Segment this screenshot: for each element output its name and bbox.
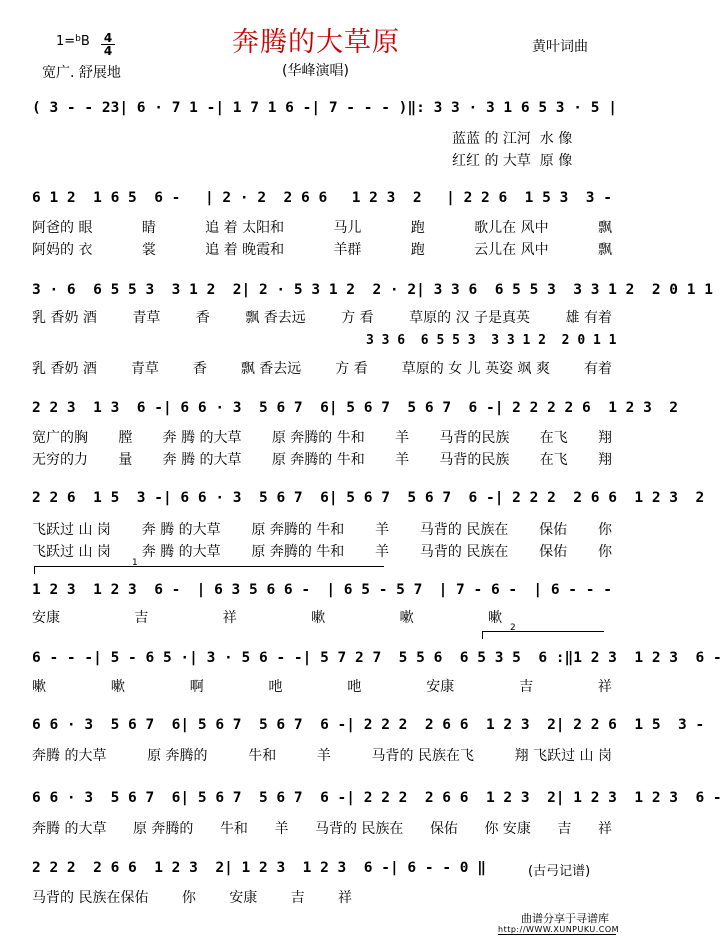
lyric-word: 吉 [557,821,572,837]
lyric-line [32,427,612,447]
lyric-word: 羊 [274,821,289,837]
lyric-word: 你 [181,890,196,906]
lyric-line [32,239,612,259]
measure: 2 2 3 1 3 6 - [32,400,163,416]
measure: | 2 2 2 2 6 6 1 2 3 2 [346,790,556,806]
lyric-word: 飞跃过 山 岗 [32,522,111,538]
lyric-word: 量 [118,452,133,468]
lyric-word: 保佑 [429,821,458,837]
lyric-word: 草原的 女 儿 英姿 飒 爽 [401,361,550,377]
lyric-word: 在飞 [539,452,568,468]
lyric-word: 原 奔腾的 牛和 [251,544,345,560]
lyric-word: 马背的 民族在 [419,522,509,538]
lyric-word: 阿妈的 衣 [32,242,93,258]
lyric-word: 奔腾 的大草 [32,821,107,837]
measure: | 5 7 2 7 5 5 6 6 5 3 5 6 :‖ [302,650,574,666]
lyric-word: 你 [597,522,612,538]
lyric-word: 吉 [519,679,534,695]
lyric-word: 翔 [598,430,612,446]
lyric-word: 翔 飞跃过 山 岗 [514,748,612,764]
lyric-word: 安康 [32,610,60,626]
measure: | 3 3 6 6 5 5 3 3 3 1 2 2 0 1 1 [416,282,713,298]
lyric-word: 祥 [597,821,612,837]
lyric-word: 香 [192,361,207,377]
lyric-word: 追 着 太阳和 [205,220,285,236]
lyric-word: 嗽 [32,679,46,695]
lyric-word: 奔 腾 的大草 [162,452,242,468]
measure: | 2 2 6 1 5 3 - [555,717,705,733]
lyric-word: 吉 [134,610,149,626]
measure: 6 6 · 3 5 6 7 6 [32,790,181,806]
tempo-marking: 宽广. 舒展地 [42,65,121,81]
lyric-word: 嗽 [110,679,125,695]
measure: | 2 2 2 2 6 6 1 2 3 2 [494,490,705,506]
measure: | 2 · 2 2 6 6 [204,190,328,206]
volta-number: 2 [510,623,516,633]
lyric-word: 翔 [598,452,612,468]
score-line-4 [32,400,679,416]
lyric-word: 马背的 民族在保佑 [32,890,149,906]
lyric-word: 祥 [337,890,352,906]
url-underline [498,934,616,935]
lyric-word: 马背的 民族在飞 [371,748,474,764]
lyric-word: 方 看 [341,310,374,326]
score-line-9 [32,790,722,806]
volta-bracket-1 [34,566,384,567]
lyric-word: 马背的 民族在 [314,821,404,837]
lyric-word: 马背的民族 [439,452,510,468]
site-url[interactable]: http://WWW.XUNPUKU.COM [498,925,620,934]
lyric-word: 原 奔腾的 牛和 [271,452,365,468]
lyric-line [32,358,612,378]
lyric-word: 阿爸的 眼 [32,220,93,236]
measure: | 1 7 1 6 - [215,100,312,116]
lyric-word: 方 看 [335,361,368,377]
lyric-word: 羊 [395,430,410,446]
lyric-word: 羊群 [333,242,362,258]
measure: | 6 · 7 1 - [119,100,216,116]
measure: | 5 6 7 5 6 7 6 - [180,717,347,733]
lyric-word: 青草 [130,361,159,377]
lyric-word: 有着 [583,361,612,377]
measure: ‖: 3 3 · 3 1 6 5 3 · 5 | [407,100,617,116]
score-line-6 [32,582,612,598]
volta-bracket-2 [482,631,604,632]
measure: | 6 3 5 6 6 - [196,582,311,598]
lyric-word: 奔 腾 的大草 [162,430,242,446]
transcriber-note: (古弓记谱) [528,864,591,879]
lyric-word: 膛 [118,430,133,446]
measure: 1 2 3 1 2 3 6 - [32,582,181,598]
measure: | 2 2 2 2 6 6 1 2 3 2 [346,717,556,733]
measure: 3 · 6 6 5 5 3 3 1 2 2 [32,282,242,298]
lyric-line [32,449,612,469]
lyric-word: 牛和 [248,748,277,764]
lyric-line [32,887,352,907]
lyric-line [32,745,612,765]
measure: | 2 2 2 2 6 1 2 3 2 [494,400,679,416]
lyric-word: 羊 [395,452,410,468]
measure: 2 2 2 2 6 6 1 2 3 2 [32,860,225,876]
measure: 1 2 3 1 2 3 6 - [573,650,722,666]
lyric-word: 祥 [222,610,237,626]
lyric-word: 保佑 [539,522,568,538]
lyric-word: 奔腾 的大草 [32,748,107,764]
score-line-2 [32,190,612,206]
lyric-word: 吔 [268,679,283,695]
lyric-word: 你 [597,544,612,560]
lyric-word: 原 奔腾的 牛和 [271,430,365,446]
song-title: 奔腾的大草原 [232,27,400,58]
lyric-word: 原 奔腾的 牛和 [251,522,345,538]
measure: | 6 5 - 5 7 [326,582,423,598]
singer-credit: (华峰演唱) [282,63,349,79]
lyric-word: 奔 腾 的大草 [141,522,221,538]
lyric-word: 香 [195,310,210,326]
volta-number: 1 [132,558,138,568]
lyric-line [32,676,612,696]
score-line-8 [32,717,705,733]
lyric-word: 无穷的力 [32,452,88,468]
lyric-line [32,519,612,539]
score-line-3 [32,282,713,298]
lyric-word: 跑 [410,242,425,258]
lyric-word: 祥 [597,679,612,695]
measure: ( 3 - - 23 [32,100,120,116]
lyric-word: 马儿 [333,220,362,236]
lyric-line [32,541,612,561]
score-line-1 [32,100,617,116]
measure: | 6 - - - [533,582,612,598]
lyric-word: 嗽 [311,610,326,626]
score-line-7 [32,650,722,666]
alt-notes-line: 3 3 6 6 5 5 3 3 3 1 2 2 0 1 1 [366,333,617,348]
measure: | 5 6 7 5 6 7 6 - [328,490,495,506]
lyric-line: 蓝蓝 的 江河 水 像 [452,131,573,147]
lyric-word: 云儿在 风中 [474,242,549,258]
lyric-line [32,607,502,627]
lyric-word: 飞跃过 山 岗 [32,544,111,560]
measure: 2 2 6 1 5 3 - [32,490,163,506]
time-signature: 4 4 [101,33,115,56]
lyric-word: 歌儿在 风中 [474,220,549,236]
lyric-word: 啊 [189,679,204,695]
lyric-word: 睛 [141,220,156,236]
measure: | 5 - 6 5 · [93,650,190,666]
measure: | 1 2 3 1 2 3 6 - [555,790,722,806]
score-line-5 [32,490,705,506]
lyric-word: 马背的 民族在 [419,544,509,560]
lyric-word: 奔 腾 的大草 [141,544,221,560]
measure: | 6 6 · 3 5 6 7 6 [162,490,329,506]
score-line-10 [32,860,486,876]
lyric-word: 在飞 [539,430,568,446]
measure: | 3 · 5 6 - - [189,650,303,666]
lyric-word: 羊 [316,748,331,764]
lyric-word: 乳 香奶 酒 [32,310,97,326]
lyric-word: 马背的民族 [439,430,510,446]
measure: | 2 2 6 1 5 3 3 - [446,190,612,206]
lyric-word: 原 奔腾的 [132,821,194,837]
lyric-word: 宽广的胸 [32,430,88,446]
lyric-word: 保佑 [539,544,568,560]
lyric-word: 青草 [132,310,161,326]
lyric-line [32,307,612,327]
measure: 6 6 · 3 5 6 7 6 [32,717,181,733]
lyric-word: 羊 [375,522,390,538]
measure: | 6 6 · 3 5 6 7 6 [162,400,329,416]
lyric-line: 红红 的 大草 原 像 [452,153,573,169]
lyric-word: 嗽 [399,610,414,626]
lyric-line [32,217,612,237]
measure: 1 2 3 2 [351,190,422,206]
lyric-word: 原 奔腾的 [147,748,208,764]
measure: | 2 · 5 3 1 2 2 · 2 [241,282,417,298]
share-note: 曲谱分享于寻谱库 [521,912,609,925]
lyric-word: 飘 [597,242,612,258]
measure: | 5 6 7 5 6 7 6 - [180,790,347,806]
lyric-word: 草原的 汉 子是真英 [409,310,531,326]
lyric-word: 吔 [347,679,362,695]
key-signature: 1=$^b$B [56,34,90,49]
lyric-word: 吉 [290,890,305,906]
measure: | 1 2 3 1 2 3 6 - [224,860,390,876]
measure: | 5 6 7 5 6 7 6 - [328,400,495,416]
measure: 6 1 2 1 6 5 6 - [32,190,181,206]
lyric-word: 跑 [410,220,425,236]
lyric-word: 裳 [141,242,156,258]
lyric-word: 羊 [375,544,390,560]
lyric-word: 飘 香去远 [245,310,306,326]
lyric-line [32,818,612,838]
measure: 6 - - - [32,650,94,666]
measure: | 7 - - - ) [311,100,408,116]
lyric-word: 安康 [229,890,258,906]
lyric-word: 安康 [426,679,455,695]
lyric-word: 嗽 [487,610,502,626]
lyric-word: 乳 香奶 酒 [32,361,97,377]
lyric-word: 追 着 晚霞和 [205,242,285,258]
lyric-word: 牛和 [219,821,248,837]
lyric-word: 飘 香去远 [240,361,302,377]
lyric-word: 雄 有着 [565,310,612,326]
lyric-word: 你 安康 [484,821,531,837]
measure: | 6 - - 0 ‖ [389,860,486,876]
measure: | 7 - 6 - [438,582,518,598]
lyric-word: 飘 [597,220,612,236]
author-credit: 黄叶词曲 [532,39,588,55]
